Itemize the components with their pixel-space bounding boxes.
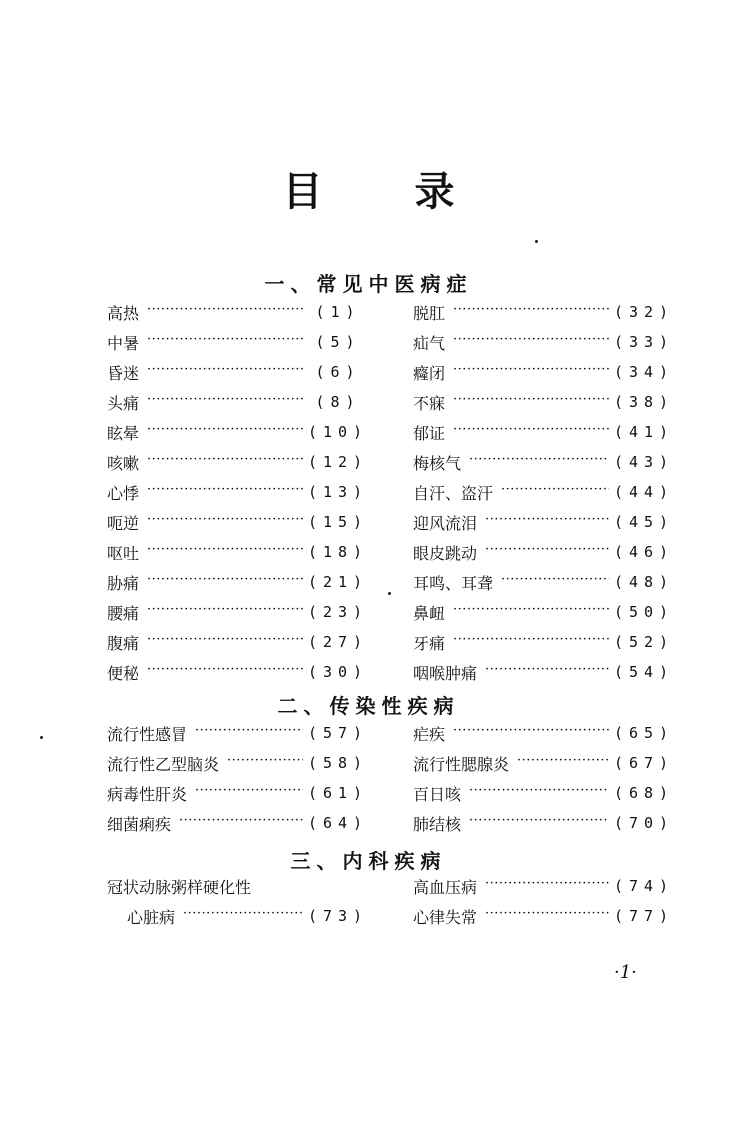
toc-row xyxy=(0,630,737,654)
leader-dots xyxy=(453,721,609,745)
entry-page: (38) xyxy=(613,393,675,411)
entry-name: 癃闭 xyxy=(413,363,446,383)
toc-entry[interactable] xyxy=(413,570,679,594)
toc-row xyxy=(0,781,737,805)
entry-page: (8) xyxy=(315,393,361,411)
entry-page: (45) xyxy=(613,513,675,531)
entry-name: 流行性感冒 xyxy=(107,724,188,744)
entry-name: 便秘 xyxy=(107,663,140,683)
leader-dots xyxy=(453,390,609,414)
title-char-1: 目 xyxy=(282,169,323,215)
entry-page: (1) xyxy=(315,303,361,321)
leader-dots xyxy=(453,360,609,384)
toc-entry[interactable] xyxy=(107,480,373,504)
entry-page: (23) xyxy=(307,603,369,621)
entry-page: (21) xyxy=(307,573,369,591)
entry-page: (70) xyxy=(613,814,675,832)
toc-entry[interactable] xyxy=(107,300,373,324)
toc-row xyxy=(0,450,737,474)
toc-entry[interactable] xyxy=(413,874,679,898)
entry-page: (46) xyxy=(613,543,675,561)
toc-row xyxy=(0,390,737,414)
toc-row xyxy=(0,600,737,624)
toc-entry[interactable] xyxy=(107,540,373,564)
toc-entry-heading-line xyxy=(107,874,373,898)
toc-entry[interactable] xyxy=(413,660,679,684)
toc-row xyxy=(0,811,737,835)
print-speck xyxy=(535,240,538,243)
leader-dots xyxy=(485,660,609,684)
entry-name: 肺结核 xyxy=(413,814,462,834)
entry-page: (65) xyxy=(613,724,675,742)
toc-entry[interactable] xyxy=(107,570,373,594)
section-heading-1: 一、常见中医病症 xyxy=(264,272,473,296)
entry-page: (68) xyxy=(613,784,675,802)
toc-entry[interactable] xyxy=(107,330,373,354)
toc-entry[interactable] xyxy=(107,360,373,384)
entry-name: 自汗、盗汗 xyxy=(413,483,494,503)
entry-name: 脱肛 xyxy=(413,303,446,323)
leader-dots xyxy=(453,600,609,624)
entry-name: 中暑 xyxy=(107,333,140,353)
entry-name: 眩晕 xyxy=(107,423,140,443)
leader-dots xyxy=(179,811,303,835)
entry-name: 心悸 xyxy=(107,483,140,503)
toc-entry[interactable] xyxy=(413,360,679,384)
leader-dots xyxy=(183,904,303,928)
page-number: ·1· xyxy=(614,962,637,983)
toc-entry[interactable] xyxy=(107,420,373,444)
entry-name: 耳鸣、耳聋 xyxy=(413,573,494,593)
toc-entry[interactable] xyxy=(413,781,679,805)
leader-dots xyxy=(453,420,609,444)
toc-entry[interactable] xyxy=(413,751,679,775)
entry-page: (32) xyxy=(613,303,675,321)
entry-page: (34) xyxy=(613,363,675,381)
entry-name: 腹痛 xyxy=(107,633,140,653)
entry-name: 高血压病 xyxy=(413,877,478,897)
entry-name: 腰痛 xyxy=(107,603,140,623)
entry-name: 眼皮跳动 xyxy=(413,543,478,563)
entry-page: (61) xyxy=(307,784,369,802)
entry-page: (30) xyxy=(307,663,369,681)
entry-page: (27) xyxy=(307,633,369,651)
entry-page: (50) xyxy=(613,603,675,621)
toc-entry[interactable] xyxy=(107,450,373,474)
leader-dots xyxy=(147,450,303,474)
leader-dots xyxy=(469,450,609,474)
entry-name: 头痛 xyxy=(107,393,140,413)
entry-name: 咳嗽 xyxy=(107,453,140,473)
entry-name: 不寐 xyxy=(413,393,446,413)
toc-row xyxy=(0,751,737,775)
title-char-2: 录 xyxy=(414,169,455,215)
toc-row xyxy=(0,874,737,898)
entry-page: (13) xyxy=(307,483,369,501)
toc-row xyxy=(0,510,737,534)
toc-entry[interactable] xyxy=(413,721,679,745)
leader-dots xyxy=(147,630,303,654)
leader-dots xyxy=(453,300,609,324)
toc-entry[interactable] xyxy=(413,904,679,928)
entry-name: 细菌痢疾 xyxy=(107,814,172,834)
entry-page: (12) xyxy=(307,453,369,471)
leader-dots xyxy=(485,874,609,898)
leader-dots xyxy=(147,330,303,354)
entry-page: (44) xyxy=(613,483,675,501)
toc-entry[interactable] xyxy=(413,420,679,444)
entry-name: 胁痛 xyxy=(107,573,140,593)
toc-row xyxy=(0,570,737,594)
toc-entry[interactable] xyxy=(413,300,679,324)
toc-row xyxy=(0,420,737,444)
entry-page: (54) xyxy=(613,663,675,681)
toc-entry[interactable] xyxy=(107,630,373,654)
leader-dots xyxy=(469,781,609,805)
leader-dots xyxy=(501,480,609,504)
toc-entry[interactable] xyxy=(107,781,373,805)
leader-dots xyxy=(147,390,303,414)
leader-dots xyxy=(147,420,303,444)
leader-dots xyxy=(147,480,303,504)
leader-dots xyxy=(453,630,609,654)
toc-entry[interactable] xyxy=(107,751,373,775)
entry-name: 鼻衄 xyxy=(413,603,446,623)
entry-name: 呕吐 xyxy=(107,543,140,563)
leader-dots xyxy=(227,751,303,775)
toc-row xyxy=(0,360,737,384)
entry-name: 昏迷 xyxy=(107,363,140,383)
leader-dots xyxy=(485,540,609,564)
leader-dots xyxy=(147,660,303,684)
entry-name: 流行性乙型脑炎 xyxy=(107,754,220,774)
entry-name: 病毒性肝炎 xyxy=(107,784,188,804)
entry-page: (10) xyxy=(307,423,369,441)
toc-entry[interactable] xyxy=(413,600,679,624)
toc-entry[interactable] xyxy=(127,904,373,928)
leader-dots xyxy=(485,904,609,928)
leader-dots xyxy=(147,570,303,594)
entry-name: 心脏病 xyxy=(127,907,176,927)
entry-page: (41) xyxy=(613,423,675,441)
toc-row xyxy=(0,540,737,564)
leader-dots xyxy=(485,510,609,534)
entry-page: (77) xyxy=(613,907,675,925)
entry-page: (15) xyxy=(307,513,369,531)
toc-entry[interactable] xyxy=(413,510,679,534)
entry-page: (74) xyxy=(613,877,675,895)
leader-dots xyxy=(469,811,609,835)
leader-dots xyxy=(147,510,303,534)
entry-name: 咽喉肿痛 xyxy=(413,663,478,683)
toc-entry[interactable] xyxy=(413,330,679,354)
toc-row xyxy=(0,660,737,684)
leader-dots xyxy=(147,600,303,624)
entry-page: (48) xyxy=(613,573,675,591)
entry-name: 梅核气 xyxy=(413,453,462,473)
entry-page: (33) xyxy=(613,333,675,351)
leader-dots xyxy=(453,330,609,354)
entry-page: (64) xyxy=(307,814,369,832)
toc-entry[interactable] xyxy=(107,721,373,745)
entry-name: 牙痛 xyxy=(413,633,446,653)
entry-page: (67) xyxy=(613,754,675,772)
toc-entry[interactable] xyxy=(107,600,373,624)
entry-name: 呃逆 xyxy=(107,513,140,533)
toc-row xyxy=(0,480,737,504)
toc-entry[interactable] xyxy=(107,811,373,835)
toc-entry[interactable] xyxy=(413,630,679,654)
leader-dots xyxy=(147,540,303,564)
toc-entry[interactable] xyxy=(413,811,679,835)
toc-entry[interactable] xyxy=(413,540,679,564)
leader-dots xyxy=(147,300,303,324)
toc-entry[interactable] xyxy=(413,390,679,414)
section-heading-2: 二、传染性疾病 xyxy=(277,694,460,718)
leader-dots xyxy=(195,781,303,805)
leader-dots xyxy=(517,751,609,775)
entry-page: (5) xyxy=(315,333,361,351)
toc-row xyxy=(0,904,737,928)
section-heading-3: 三、内科疾病 xyxy=(290,849,447,873)
entry-name: 心律失常 xyxy=(413,907,478,927)
entry-name: 迎风流泪 xyxy=(413,513,478,533)
entry-page: (58) xyxy=(307,754,369,772)
entry-page: (6) xyxy=(315,363,361,381)
toc-row xyxy=(0,300,737,324)
entry-page: (73) xyxy=(307,907,369,925)
toc-entry[interactable] xyxy=(107,660,373,684)
entry-name: 郁证 xyxy=(413,423,446,443)
entry-page: (43) xyxy=(613,453,675,471)
toc-entry[interactable] xyxy=(413,450,679,474)
entry-name: 疟疾 xyxy=(413,724,446,744)
leader-dots xyxy=(147,360,303,384)
leader-dots xyxy=(501,570,609,594)
entry-page: (18) xyxy=(307,543,369,561)
entry-name: 百日咳 xyxy=(413,784,462,804)
entry-name: 疝气 xyxy=(413,333,446,353)
toc-entry[interactable] xyxy=(107,390,373,414)
toc-entry[interactable] xyxy=(107,510,373,534)
toc-row xyxy=(0,330,737,354)
toc-entry[interactable] xyxy=(413,480,679,504)
entry-page: (52) xyxy=(613,633,675,651)
toc-row xyxy=(0,721,737,745)
page-title xyxy=(0,160,737,217)
entry-name: 流行性腮腺炎 xyxy=(413,754,510,774)
entry-name: 冠状动脉粥样硬化性 xyxy=(107,877,252,897)
leader-dots xyxy=(195,721,303,745)
entry-name: 高热 xyxy=(107,303,140,323)
entry-page: (57) xyxy=(307,724,369,742)
